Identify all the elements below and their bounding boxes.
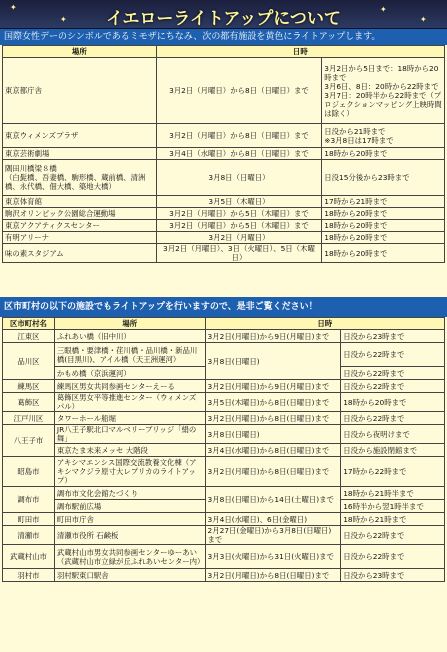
table-row [3, 457, 445, 487]
place-cell: 東京たま未来メッセ 大階段 [54, 444, 205, 457]
time-cell: 日没から22時まで [341, 412, 445, 425]
table-row [3, 196, 445, 208]
table-row [3, 412, 445, 425]
time-cell: 18時から20時まで [322, 208, 445, 220]
table-row [3, 330, 445, 343]
time-cell: 日没から夜明けまで [341, 425, 445, 444]
table-row [3, 148, 445, 160]
municipality-cell: 八王子市 [3, 425, 55, 457]
time-cell: 18時から21時半まで [341, 487, 445, 500]
date-cell: 3月4日（水曜日）から8日（日曜日）まで [156, 148, 322, 160]
place-cell: アキシマエンシス国際交流教養文化棟（アキシマクジラ原寸大レプリカのライトアップ） [54, 457, 205, 487]
table-row [3, 343, 445, 367]
place-cell: 東京芸術劇場 [3, 148, 157, 160]
table-row [3, 487, 445, 500]
table-row [3, 220, 445, 232]
time-cell: 16時半から翌1時半まで [341, 500, 445, 513]
table-row [3, 425, 445, 444]
place-cell: 町田市庁舎 [54, 513, 205, 526]
table-row [3, 513, 445, 526]
time-cell: 日没から22時まで [341, 380, 445, 393]
table-row [3, 160, 445, 196]
place-cell: 東京ウィメンズプラザ [3, 124, 157, 148]
place-cell: ふれあい橋（旧中川） [54, 330, 205, 343]
place-cell: 東京アクアティクスセンター [3, 220, 157, 232]
municipality-cell: 武蔵村山市 [3, 545, 55, 569]
time-cell: 18時から20時まで [322, 220, 445, 232]
place-cell: タワーホール船堀 [54, 412, 205, 425]
date-cell: 3月2日（月曜日）、3日（火曜日）、5日（木曜日） [156, 244, 322, 263]
date-cell: 3月3日(火曜日)から31日(火曜日)まで [205, 545, 341, 569]
time-cell: 17時から22時まで [341, 457, 445, 487]
time-cell: 日没から23時まで [341, 569, 445, 582]
header-place: 場所 [3, 46, 157, 58]
time-cell: 日没から22時まで [341, 545, 445, 569]
table-row [3, 545, 445, 569]
time-cell: 18時から21時まで [341, 513, 445, 526]
place-cell: 清瀬市役所 石鹸板 [54, 526, 205, 545]
municipality-cell: 品川区 [3, 343, 55, 380]
place-cell: 東京体育館 [3, 196, 157, 208]
place-cell: 隅田川橋梁８橋 （白髭橋、吾妻橋、駒形橋、蔵前橋、清洲橋、永代橋、佃大橋、築地大橋） [3, 160, 157, 196]
date-cell: 3月2日(月曜日)から8日(日曜日)まで [205, 457, 341, 487]
page-subtitle: 国際女性デーのシンボルであるミモザにちなみ、次の都有施設を黄色にライトアップします。 [0, 29, 447, 45]
place-cell: 有明アリーナ [3, 232, 157, 244]
time-cell: 3月2日から5日まで：18時から20時まで 3月6日、8日：20時から22時まで 3月7日：20時半から22時まで（プロジェクションマッピング上映時間は除く） [322, 58, 445, 124]
table-row [3, 444, 445, 457]
table-row [3, 380, 445, 393]
table-row [3, 124, 445, 148]
place-cell: 駒沢オリンピック公園総合運動場 [3, 208, 157, 220]
place-cell: 葛飾区男女平等推進センター（ウィメンズパル） [54, 393, 205, 412]
header-datetime: 日時 [156, 46, 444, 58]
date-cell: 3月2日(月曜日)から8日(日曜日)まで [205, 412, 341, 425]
date-cell: 3月5日（木曜日） [156, 196, 322, 208]
table-row [3, 393, 445, 412]
time-cell: 日没から22時まで [341, 526, 445, 545]
table-row [3, 232, 445, 244]
date-cell: 2月27日(金曜日)から3月8日(日曜日)まで [205, 526, 341, 545]
municipality-cell: 江戸川区 [3, 412, 55, 425]
time-cell: 日没から21時まで ※3月8日は17時まで [322, 124, 445, 148]
date-cell: 3月2日（月曜日） [156, 232, 322, 244]
table-row [3, 208, 445, 220]
place-cell: かもめ橋（京浜運河） [54, 367, 205, 380]
table-row [3, 526, 445, 545]
star-icon: ✦ [420, 15, 427, 24]
header-municipality: 区市町村名 [3, 318, 55, 330]
municipality-cell: 調布市 [3, 487, 55, 513]
municipality-cell: 練馬区 [3, 380, 55, 393]
date-cell: 3月2日(月曜日)から9日(月曜日)まで [205, 380, 341, 393]
date-cell: 3月4日(水曜日)から8日(日曜日)まで [205, 444, 341, 457]
place-cell: 武蔵村山市男女共同参画センターゆーあい（武蔵村山市立緑が丘ふれあいセンター内） [54, 545, 205, 569]
section2-title: 区市町村の以下の施設でもライトアップを行いますので、是非ご覧ください！ [0, 297, 447, 317]
date-cell: 3月8日(日曜日) [205, 425, 341, 444]
time-cell: 18時から20時まで [341, 393, 445, 412]
page-title: イエローライトアップについて [106, 9, 341, 29]
date-cell: 3月2日（月曜日）から5日（木曜日）まで [156, 208, 322, 220]
municipality-cell: 清瀬市 [3, 526, 55, 545]
star-icon: ✦ [60, 15, 67, 24]
time-cell: 18時から20時まで [322, 244, 445, 263]
time-cell: 日没から23時まで [341, 330, 445, 343]
place-cell: 東京都庁舎 [3, 58, 157, 124]
time-cell: 18時から20時まで [322, 148, 445, 160]
header-place: 場所 [54, 318, 205, 330]
date-cell: 3月2日（月曜日）から5日（木曜日）まで [156, 220, 322, 232]
time-cell: 日没から22時まで [341, 367, 445, 380]
title-banner [0, 0, 447, 29]
date-cell: 3月2日(月曜日)から9日(月曜日)まで [205, 330, 341, 343]
place-cell: 調布市文化会館たづくり [54, 487, 205, 500]
time-cell: 18時から20時まで [322, 232, 445, 244]
star-icon: ✦ [10, 3, 17, 12]
date-cell: 3月2日（月曜日）から8日（日曜日）まで [156, 124, 322, 148]
header-datetime: 日時 [205, 318, 444, 330]
time-cell: 日没から22時まで [341, 343, 445, 367]
date-cell: 3月4日(水曜日)、6日(金曜日) [205, 513, 341, 526]
municipal-table [2, 317, 445, 582]
time-cell: 日没15分後から23時まで [322, 160, 445, 196]
municipality-cell: 葛飾区 [3, 393, 55, 412]
place-cell: 三眼橋・要津橋・荏川橋・品川橋・新品川橋(目黒川)、アイル橋（天王洲運河） [54, 343, 205, 367]
municipality-cell: 町田市 [3, 513, 55, 526]
municipality-cell: 羽村市 [3, 569, 55, 582]
place-cell: 調布駅前広場 [54, 500, 205, 513]
date-cell: 3月8日(日曜日) [205, 343, 341, 380]
municipality-cell: 昭島市 [3, 457, 55, 487]
date-cell: 3月2日(月曜日)から8日(日曜日)まで [205, 569, 341, 582]
place-cell: JR八王子駅北口マルベリーブリッジ「絹の舞」 [54, 425, 205, 444]
table-row [3, 58, 445, 124]
time-cell: 日没から施設閉館まで [341, 444, 445, 457]
date-cell: 3月8日（日曜日） [156, 160, 322, 196]
table-row [3, 244, 445, 263]
time-cell: 17時から21時まで [322, 196, 445, 208]
place-cell: 羽村駅東口駅舎 [54, 569, 205, 582]
place-cell: 味の素スタジアム [3, 244, 157, 263]
star-icon: ✦ [380, 5, 387, 14]
date-cell: 3月5日(木曜日)から8日(日曜日)まで [205, 393, 341, 412]
date-cell: 3月8日(日曜日)から14日(土曜日)まで [205, 487, 341, 513]
facility-table [2, 45, 445, 263]
municipality-cell: 江東区 [3, 330, 55, 343]
date-cell: 3月2日（月曜日）から8日（日曜日）まで [156, 58, 322, 124]
table-row [3, 569, 445, 582]
place-cell: 練馬区男女共同参画センターえーる [54, 380, 205, 393]
